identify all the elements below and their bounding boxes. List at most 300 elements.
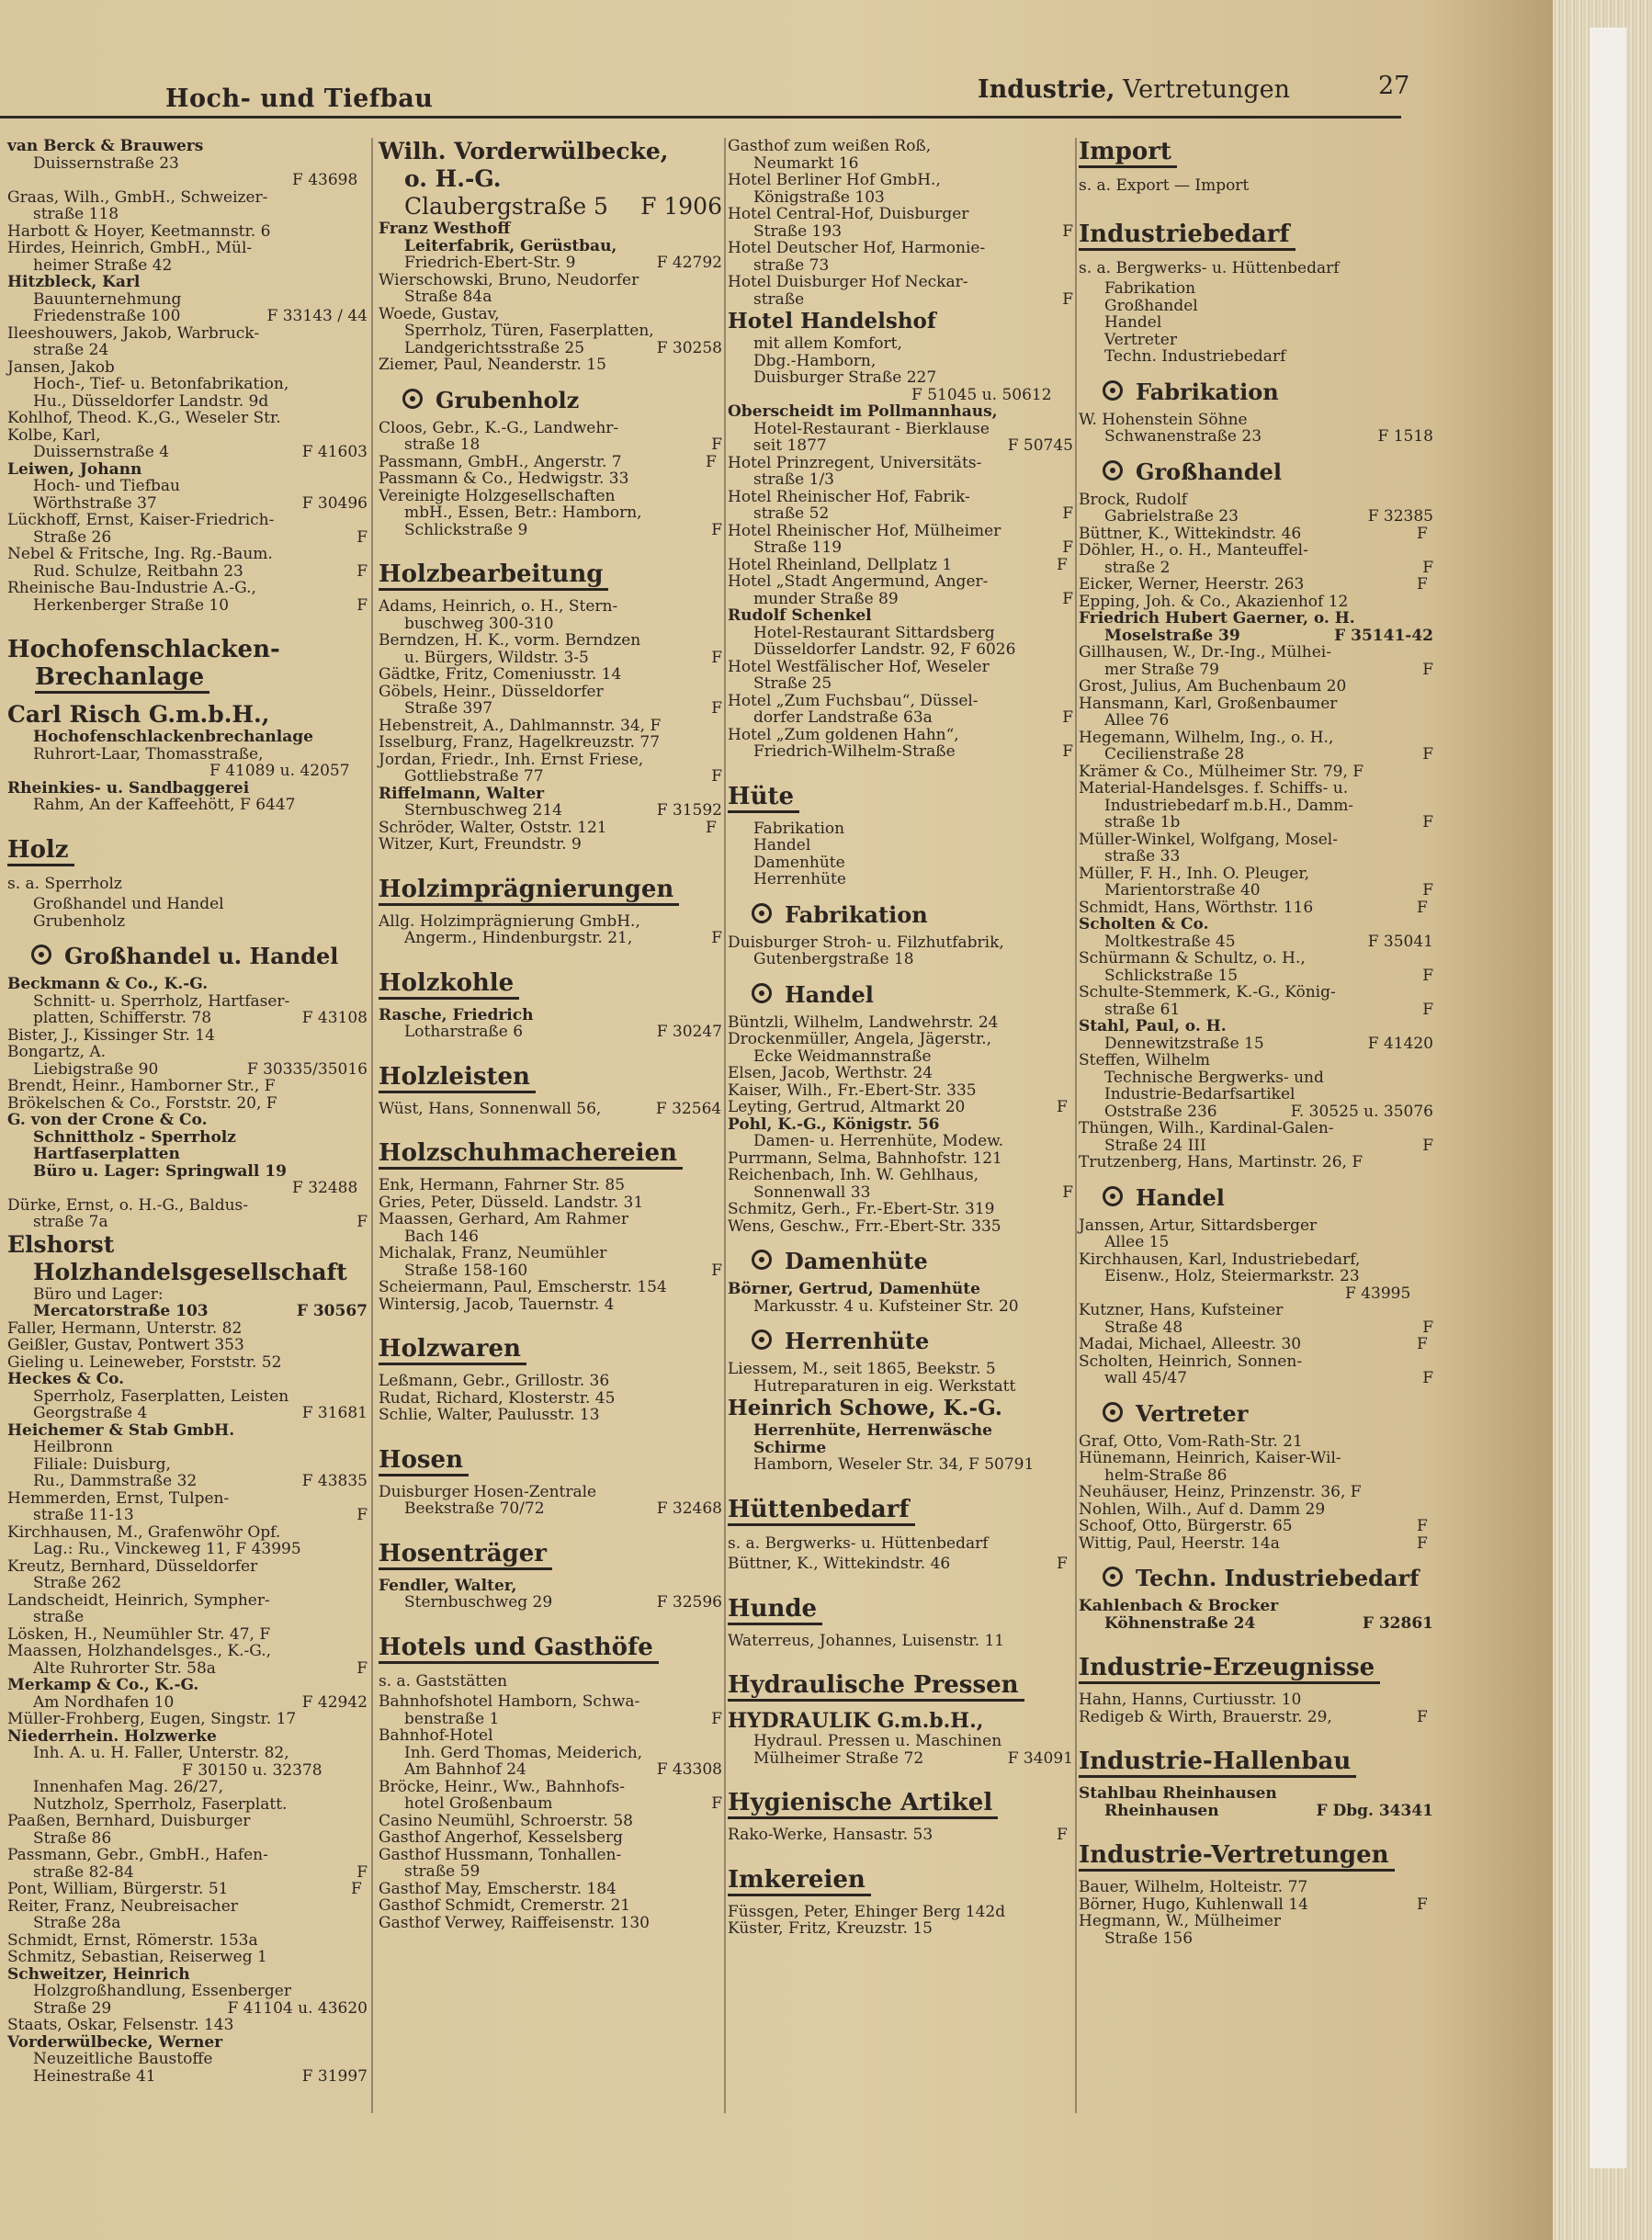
phone: F xyxy=(1062,538,1073,557)
address: munder Straße 89 xyxy=(753,589,899,608)
entry: Scholten & Co. xyxy=(1079,915,1209,933)
entry-line xyxy=(379,1262,722,1280)
entry: Kutzner, Hans, Kufsteiner xyxy=(1079,1301,1284,1319)
entry-line xyxy=(379,930,722,947)
section-heading: Industrie-Erzeugnisse xyxy=(1079,1654,1380,1684)
phone: F 41420 xyxy=(1367,1034,1433,1053)
header-left-title: Hoch- und Tiefbau xyxy=(165,85,434,113)
entry: Hirdes, Heinrich, GmbH., Mül- xyxy=(7,239,253,257)
address: Moltkestraße 45 xyxy=(1104,932,1236,951)
phone: F 43308 xyxy=(656,1760,722,1779)
address: Hotel Rheinland, Dellplatz 1 xyxy=(728,555,953,574)
phone: F 34091 xyxy=(1007,1748,1073,1768)
entry: Staats, Oskar, Felsenstr. 143 xyxy=(7,2016,234,2034)
phone: F xyxy=(1062,742,1073,761)
entry-line xyxy=(379,255,722,272)
spacer xyxy=(379,1612,722,1623)
running-header xyxy=(0,0,1553,129)
address: Straße 193 xyxy=(753,221,843,241)
entry-line xyxy=(7,597,368,615)
entry-line: Schirme xyxy=(753,1438,827,1457)
entry-line: Inh. A. u. H. Faller, Unterstr. 82, xyxy=(33,1744,289,1762)
section-heading: Holzbearbeitung xyxy=(379,560,608,591)
entry-line: Straße 25 xyxy=(753,674,832,693)
section-heading: Industriebedarf xyxy=(1079,221,1296,251)
entry-line xyxy=(7,529,368,547)
address: Rheinhausen xyxy=(1104,1801,1219,1820)
entry: Graas, Wilh., GmbH., Schweizer- xyxy=(7,187,268,207)
entry: Drockenmüller, Angela, Jägerstr., xyxy=(728,1030,992,1048)
address: Sonnenwall 33 xyxy=(753,1182,871,1202)
header-right-rest: Vertretungen xyxy=(1123,75,1291,104)
entry-line: Schnittholz - Sperrholz xyxy=(33,1127,236,1147)
entry: Pont, William, Bürgerstr. 51 F xyxy=(7,1880,362,1898)
entry: Faller, Hermann, Unterstr. 82 xyxy=(7,1318,243,1338)
address: seit 1877 xyxy=(753,436,827,455)
entry: Woede, Gustav, xyxy=(379,304,500,323)
company-name: Holzhandelsgesellschaft xyxy=(33,1258,347,1285)
entry-line xyxy=(728,223,1073,241)
company-name: Wilh. Vorderwülbecke, xyxy=(379,138,669,164)
phone: F xyxy=(1422,1136,1433,1155)
address: straße 7a xyxy=(33,1213,108,1231)
entry-line: Gutenbergstraße 18 xyxy=(753,950,914,968)
entry: Maassen, Holzhandelsges., K.-G., xyxy=(7,1642,272,1660)
entry-line xyxy=(7,1473,368,1490)
entry-line: mbH., Essen, Betr.: Hamborn, xyxy=(404,503,642,522)
entry: Hotel „Zum Fuchsbau“, Düssel- xyxy=(728,691,979,710)
phone: F 33143 / 44 xyxy=(266,307,368,325)
address: Marientorstraße 40 xyxy=(1104,881,1261,899)
entry-line xyxy=(7,1303,368,1320)
entry-line xyxy=(379,1500,722,1518)
phone: F 30567 xyxy=(296,1302,368,1320)
subsection-heading xyxy=(1103,1184,1433,1212)
entry: Elsen, Jacob, Werthstr. 24 xyxy=(728,1064,933,1082)
entry: Gasthof Hussmann, Tonhallen- xyxy=(379,1845,622,1864)
phone: F 43698 xyxy=(292,171,358,189)
address: Ru., Dammstraße 32 xyxy=(33,1472,198,1490)
subsection-title: Grubenholz xyxy=(436,386,580,413)
entry: Gasthof Angerhof, Kesselsberg xyxy=(379,1828,624,1847)
entry: Jansen, Jakob xyxy=(7,357,115,377)
entry-line xyxy=(1079,1035,1433,1053)
entry: Schmitz, Gerh., Fr.-Ebert-Str. 319 xyxy=(728,1200,995,1218)
entry: Müller-Frohberg, Eugen, Singstr. 17 xyxy=(7,1710,297,1728)
section-heading: Hotels und Gasthöfe xyxy=(379,1634,659,1664)
subsection-heading xyxy=(1103,379,1433,406)
company-name: Heinrich Schowe, K.-G. xyxy=(728,1396,1002,1420)
phone: F 32861 xyxy=(1362,1613,1433,1633)
entry-line xyxy=(7,444,368,461)
entry: Leßmann, Gebr., Grillostr. 36 xyxy=(379,1372,610,1390)
address: Wüst, Hans, Sonnenwall 56, xyxy=(379,1099,602,1118)
entry: Riffelmann, Walter xyxy=(379,784,545,803)
entry-line: Bauunternehmung xyxy=(33,289,182,309)
address: Moselstraße 39 xyxy=(1104,626,1240,645)
entry-line: Straße 262 xyxy=(33,1574,122,1592)
phone: F 30150 u. 32378 xyxy=(182,1760,322,1780)
bullet-circle-icon xyxy=(1103,1402,1123,1422)
entry: Stahlbau Rheinhausen xyxy=(1079,1784,1277,1803)
address: benstraße 1 xyxy=(404,1709,500,1728)
entry: Brökelschen & Co., Forststr. 20, F xyxy=(7,1093,277,1113)
entry: Schoof, Otto, Bürgerstr. 65 F xyxy=(1079,1517,1428,1535)
phone: F 32468 xyxy=(656,1499,722,1518)
section-heading: Holzimprägnierungen xyxy=(379,876,679,906)
phone: F xyxy=(356,1658,368,1678)
entry-line xyxy=(1079,933,1433,951)
address: Duissernstraße 4 xyxy=(33,443,170,461)
entry-line: Straße 28a xyxy=(33,1914,121,1932)
entry: Brendt, Heinr., Hamborner Str., F xyxy=(7,1077,276,1095)
phone: F 31592 xyxy=(656,801,722,820)
entry-line: Filiale: Duisburg, xyxy=(33,1454,171,1474)
entry-line xyxy=(1079,662,1433,679)
subcategory-list-item: Handel xyxy=(753,836,811,854)
entry: Hünemann, Heinrich, Kaiser-Wil- xyxy=(1079,1449,1341,1467)
spacer xyxy=(1079,1725,1433,1737)
entry-line: Schnitt- u. Sperrholz, Hartfaser- xyxy=(33,991,290,1011)
entry: Hotel Deutscher Hof, Harmonie- xyxy=(728,239,986,257)
entry: Bröcke, Heinr., Ww., Bahnhofs- xyxy=(379,1777,625,1796)
entry-line: Hutreparaturen in eig. Werkstatt xyxy=(753,1376,1016,1396)
entry-line: Nutzholz, Sperrholz, Faserplatt. xyxy=(33,1794,288,1814)
phone: F xyxy=(1062,1182,1073,1202)
entry-line xyxy=(379,436,722,454)
address: hotel Großenbaum xyxy=(404,1794,553,1813)
entry: Maassen, Gerhard, Am Rahmer xyxy=(379,1210,628,1228)
phone: F xyxy=(711,436,722,454)
phone: F xyxy=(711,699,722,718)
entry-line xyxy=(1079,1615,1433,1633)
phone: F xyxy=(1422,1369,1433,1387)
entry-line xyxy=(1079,1370,1433,1387)
entry: Leyting, Gertrud, Altmarkt 20 F xyxy=(728,1098,1068,1116)
section-heading: Holzleisten xyxy=(379,1063,536,1093)
entry: Waterreus, Johannes, Luisenstr. 11 xyxy=(728,1631,1005,1650)
entry-line xyxy=(379,768,722,786)
entry: Hahn, Hanns, Curtiusstr. 10 xyxy=(1079,1691,1302,1709)
phone: F 42942 xyxy=(301,1692,368,1712)
entry-line: straße 33 xyxy=(1104,847,1181,865)
see-also: s. a. Sperrholz xyxy=(7,874,122,893)
address: straße 11-13 xyxy=(33,1506,134,1524)
entry-line: Straße 86 xyxy=(33,1828,112,1848)
address: wall 45/47 xyxy=(1104,1369,1187,1387)
page-number: 27 xyxy=(1378,72,1410,100)
bullet-circle-icon xyxy=(752,1329,772,1350)
entry: Passmann, Gebr., GmbH., Hafen- xyxy=(7,1846,268,1864)
phone: F 35041 xyxy=(1367,932,1433,951)
header-rule xyxy=(0,116,1401,119)
address: Straße 119 xyxy=(753,538,843,557)
section-heading: Hüttenbedarf xyxy=(728,1496,915,1526)
entry-line: Allee 76 xyxy=(1104,711,1170,730)
phone: F xyxy=(1062,221,1073,241)
entry: Müller-Winkel, Wolfgang, Mosel- xyxy=(1079,830,1338,849)
entry: Redigeb & Wirth, Brauerstr. 29, F xyxy=(1079,1707,1428,1726)
entry: Gasthof May, Emscherstr. 184 xyxy=(379,1879,617,1898)
entry: Schweitzer, Heinrich xyxy=(7,1964,190,1984)
address: Passmann, GmbH., Angerstr. 7 xyxy=(379,452,622,471)
entry: Gasthof Schmidt, Cremerstr. 21 xyxy=(379,1896,631,1915)
spacer xyxy=(379,1041,722,1052)
entry: Leiwen, Johann xyxy=(7,459,142,479)
entry-line: straße 73 xyxy=(753,255,830,275)
entry: Rudat, Richard, Klosterstr. 45 xyxy=(379,1388,616,1408)
bullet-circle-icon xyxy=(1103,460,1123,481)
entry-line: Sperrholz, Faserplatten, Leisten xyxy=(33,1386,289,1406)
spacer xyxy=(728,1649,1073,1660)
entry-line xyxy=(1079,1001,1433,1019)
entry: Schmidt, Ernst, Römerstr. 153a xyxy=(7,1930,258,1950)
see-also: s. a. Gaststätten xyxy=(379,1671,508,1691)
phone: F xyxy=(711,929,722,947)
phone: F 30496 xyxy=(301,493,368,513)
entry: Hotel „Stadt Angermund, Anger- xyxy=(728,572,989,591)
phone: F. 30525 u. 35076 xyxy=(1290,1102,1433,1121)
entry-line: Holzgroßhandlung, Essenberger xyxy=(33,1982,291,2000)
entry-line: Technische Bergwerks- und xyxy=(1104,1068,1324,1087)
entry-line: Damen- u. Herrenhüte, Modew. xyxy=(753,1132,1004,1150)
entry: Steffen, Wilhelm xyxy=(1079,1051,1211,1069)
spacer xyxy=(728,1767,1073,1778)
entry: Heckes & Co. xyxy=(7,1370,125,1388)
entry-line: Ruhrort-Laar, Thomasstraße, xyxy=(33,744,264,764)
spacer xyxy=(728,1844,1073,1855)
entry-line xyxy=(1079,746,1433,764)
column-divider xyxy=(724,138,726,2113)
entry-line xyxy=(1079,508,1433,526)
entry-line xyxy=(1079,1137,1433,1155)
entry-line xyxy=(379,1795,722,1813)
subcategory-list-item: Damenhüte xyxy=(753,853,845,872)
phone: F xyxy=(1422,881,1433,899)
entry-line: Industrie-Bedarfsartikel xyxy=(1104,1085,1296,1103)
address: Straße 158-160 xyxy=(404,1261,528,1280)
entry: Hotel „Zum goldenen Hahn“, xyxy=(728,725,959,744)
entry-line: Hochofenschlackenbrechanlage xyxy=(33,728,313,746)
entry: Liessem, M., seit 1865, Beekstr. 5 xyxy=(728,1360,996,1378)
address: Georgstraße 4 xyxy=(33,1404,148,1422)
subsection-title: Techn. Industriebedarf xyxy=(1136,1565,1420,1591)
entry-line: Hotel-Restaurant Sittardsberg xyxy=(753,623,995,642)
subsection-title: Handel xyxy=(785,980,874,1008)
entry: Gillhausen, W., Dr.-Ing., Mülhei- xyxy=(1079,643,1331,662)
entry-line xyxy=(1079,560,1433,577)
subsection-heading xyxy=(1103,1565,1433,1592)
entry: Wintersig, Jacob, Tauernstr. 4 xyxy=(379,1295,615,1314)
address: Friedrich-Ebert-Str. 9 xyxy=(404,254,576,272)
entry-line xyxy=(7,1507,368,1524)
address: Schwanenstraße 23 xyxy=(1104,427,1262,446)
subsection-title: Damenhüte xyxy=(785,1248,928,1274)
address: Friedrich-Wilhelm-Straße xyxy=(753,742,956,761)
phone: F xyxy=(711,1794,722,1813)
entry-line xyxy=(7,308,368,325)
address: Oststraße 236 xyxy=(1104,1102,1217,1121)
entry: Dürke, Ernst, o. H.-G., Baldus- xyxy=(7,1195,248,1215)
entry: Hotel Rheinland, Dellplatz 1 F xyxy=(728,555,1068,574)
phone: F 32488 xyxy=(292,1179,358,1197)
book-page-edges xyxy=(1553,0,1652,2240)
entry: Schröder, Walter, Oststr. 121 F xyxy=(379,818,717,837)
phone: F 35141-42 xyxy=(1334,626,1433,645)
subsection-title: Fabrikation xyxy=(785,900,928,928)
entry-line xyxy=(1079,428,1433,446)
address: Am Nordhafen 10 xyxy=(33,1692,175,1712)
subcategory-list-item: Techn. Industriebedarf xyxy=(1104,347,1286,366)
entry: Purrmann, Selma, Bahnhofstr. 121 xyxy=(728,1148,1002,1168)
entry: Beckmann & Co., K.-G. xyxy=(7,975,209,993)
entry: Hotel Central-Hof, Duisburger xyxy=(728,205,969,223)
entry: Enk, Hermann, Fahrner Str. 85 xyxy=(379,1176,626,1194)
entry: Pohl, K.-G., Königstr. 56 xyxy=(728,1114,940,1134)
phone: F xyxy=(711,648,722,667)
entry: Bauer, Wilhelm, Holteistr. 77 xyxy=(1079,1878,1308,1896)
entry: Börner, Gertrud, Damenhüte xyxy=(728,1280,980,1298)
section-heading: Industrie-Hallenbau xyxy=(1079,1748,1356,1778)
subsection-heading xyxy=(752,1248,1073,1275)
spacer xyxy=(728,1573,1073,1584)
entry: Harbott & Hoyer, Keetmannstr. 6 xyxy=(7,221,271,241)
entry-line xyxy=(379,193,722,221)
entry-line: Hydraul. Pressen u. Maschinen xyxy=(753,1732,1002,1750)
address: Pont, William, Bürgerstr. 51 xyxy=(7,1880,229,1898)
phone: F xyxy=(1062,708,1073,727)
entry-line: Straße 156 xyxy=(1104,1929,1194,1948)
phone: F 30335/35016 xyxy=(246,1059,368,1079)
entry: Bister, J., Kissinger Str. 14 xyxy=(7,1025,215,1045)
entry: Hotel Berliner Hof GmbH., xyxy=(728,171,941,189)
section-heading: Imkereien xyxy=(728,1866,871,1896)
entry-line: Büro und Lager: xyxy=(33,1284,164,1304)
entry: Janssen, Artur, Sittardsberger xyxy=(1079,1216,1318,1235)
address: Dennewitzstraße 15 xyxy=(1104,1034,1264,1053)
entry: Paaßen, Bernhard, Duisburger xyxy=(7,1812,251,1830)
entry-line: Hoch-, Tief- u. Betonfabrikation, xyxy=(33,375,289,393)
spacer xyxy=(379,1518,722,1529)
address: Rud. Schulze, Reitbahn 23 xyxy=(33,561,243,581)
entry-line xyxy=(7,563,368,581)
phone: F xyxy=(356,527,368,547)
section-heading: Hydraulische Pressen xyxy=(728,1671,1024,1702)
entry: Landscheidt, Heinrich, Sympher- xyxy=(7,1590,270,1610)
subsection-title: Großhandel u. Handel xyxy=(64,943,339,969)
entry-line: Leiterfabrik, Gerüstbau, xyxy=(404,236,617,255)
entry-line: straße 118 xyxy=(33,205,119,223)
entry: G. von der Crone & Co. xyxy=(7,1111,208,1129)
entry: Vorderwülbecke, Werner xyxy=(7,2032,223,2052)
column-2 xyxy=(379,138,722,1931)
entry-line xyxy=(379,650,722,667)
entry: Bongartz, A. xyxy=(7,1043,107,1061)
section-heading: Hosen xyxy=(379,1446,469,1476)
address: Gottliebstraße 77 xyxy=(404,767,544,786)
address: Straße 397 xyxy=(404,699,493,718)
entry-line: mit allem Komfort, xyxy=(753,334,902,353)
entry-line xyxy=(7,1214,368,1231)
address: Schlickstraße 15 xyxy=(1104,966,1239,985)
entry-line xyxy=(728,505,1073,523)
entry: Schürmann & Schultz, o. H., xyxy=(1079,949,1306,967)
entry-line xyxy=(1079,1319,1433,1337)
phone: F xyxy=(356,1862,368,1882)
section-heading: Brechanlage xyxy=(35,663,209,694)
address: straße 52 xyxy=(753,504,830,523)
entry: Hitzbleck, Karl xyxy=(7,273,141,291)
address: Straße 24 III xyxy=(1104,1136,1206,1155)
entry-line xyxy=(1079,1103,1433,1121)
entry-line xyxy=(7,2000,368,2018)
entry: Göbels, Heinr., Düsseldorfer xyxy=(379,682,604,701)
spacer xyxy=(1079,1819,1433,1830)
phone: F 41104 u. 43620 xyxy=(227,1998,368,2018)
phone: F xyxy=(711,520,722,539)
entry-line: Markusstr. 4 u. Kufsteiner Str. 20 xyxy=(753,1296,1019,1316)
column-3 xyxy=(728,138,1073,1938)
entry: Schlie, Walter, Paulusstr. 13 xyxy=(379,1406,600,1424)
entry: Kreutz, Bernhard, Düsseldorfer xyxy=(7,1556,258,1576)
entry-line: Straße 84a xyxy=(404,288,492,306)
entry: Geißler, Gustav, Pontwert 353 xyxy=(7,1336,244,1354)
entry: Ileeshouwers, Jakob, Warbruck- xyxy=(7,323,260,343)
entry: Cloos, Gebr., K.-G., Landwehr- xyxy=(379,418,619,437)
entry-line xyxy=(379,700,722,718)
spacer xyxy=(379,1117,722,1128)
section-heading: Hochofenschlacken- xyxy=(7,636,280,663)
subsection-heading xyxy=(1103,1400,1433,1428)
spacer xyxy=(1079,198,1433,209)
entry-line: Ecke Weidmannstraße xyxy=(753,1046,932,1066)
entry: Gasthof zum weißen Roß, xyxy=(728,137,932,155)
company-name: HYDRAULIK G.m.b.H., xyxy=(728,1709,984,1733)
phone: F xyxy=(356,561,368,581)
spacer xyxy=(379,1313,722,1324)
section-heading: Hunde xyxy=(728,1595,822,1625)
address: Madai, Michael, Alleestr. 30 xyxy=(1079,1335,1302,1353)
entry: Müller, F. H., Inh. O. Pleuger, xyxy=(1079,864,1310,883)
header-right-title xyxy=(978,75,1290,104)
bullet-circle-icon xyxy=(1103,1567,1123,1587)
entry: Rheinkies- u. Sandbaggerei xyxy=(7,778,250,798)
entry-line: Hamborn, Weseler Str. 34, F 50791 xyxy=(753,1455,1035,1474)
subsection-heading xyxy=(31,943,368,970)
bullet-circle-icon xyxy=(752,983,772,1003)
section-heading: Holzwaren xyxy=(379,1335,526,1365)
entry: Duisburger Hosen-Zentrale xyxy=(379,1482,597,1501)
entry: Wittig, Paul, Heerstr. 14a F xyxy=(1079,1533,1428,1553)
address: Börner, Hugo, Kuhlenwall 14 xyxy=(1079,1895,1308,1914)
entry: Fendler, Walter, xyxy=(379,1576,517,1595)
phone: F 1906 xyxy=(640,193,722,220)
subsection-heading xyxy=(1103,458,1433,486)
entry: Adams, Heinrich, o. H., Stern- xyxy=(379,597,618,616)
entry-line: Industriebedarf m.b.H., Damm- xyxy=(1104,796,1354,815)
entry: Reiter, Franz, Neubreisacher xyxy=(7,1896,238,1916)
phone: F xyxy=(711,1261,722,1280)
address: Eicker, Werner, Heerstr. 263 xyxy=(1079,575,1305,594)
entry: Hotel Duisburger Hof Neckar- xyxy=(728,273,968,291)
address: Sternbuschweg 214 xyxy=(404,801,562,820)
phone: F 43835 xyxy=(301,1472,368,1490)
address: Heinestraße 41 xyxy=(33,2066,156,2086)
bullet-circle-icon xyxy=(1103,1186,1123,1206)
entry-line: buschweg 300-310 xyxy=(404,614,554,633)
entry: Passmann, GmbH., Angerstr. 7 F xyxy=(379,452,717,471)
address: Herkenberger Straße 10 xyxy=(33,595,230,615)
